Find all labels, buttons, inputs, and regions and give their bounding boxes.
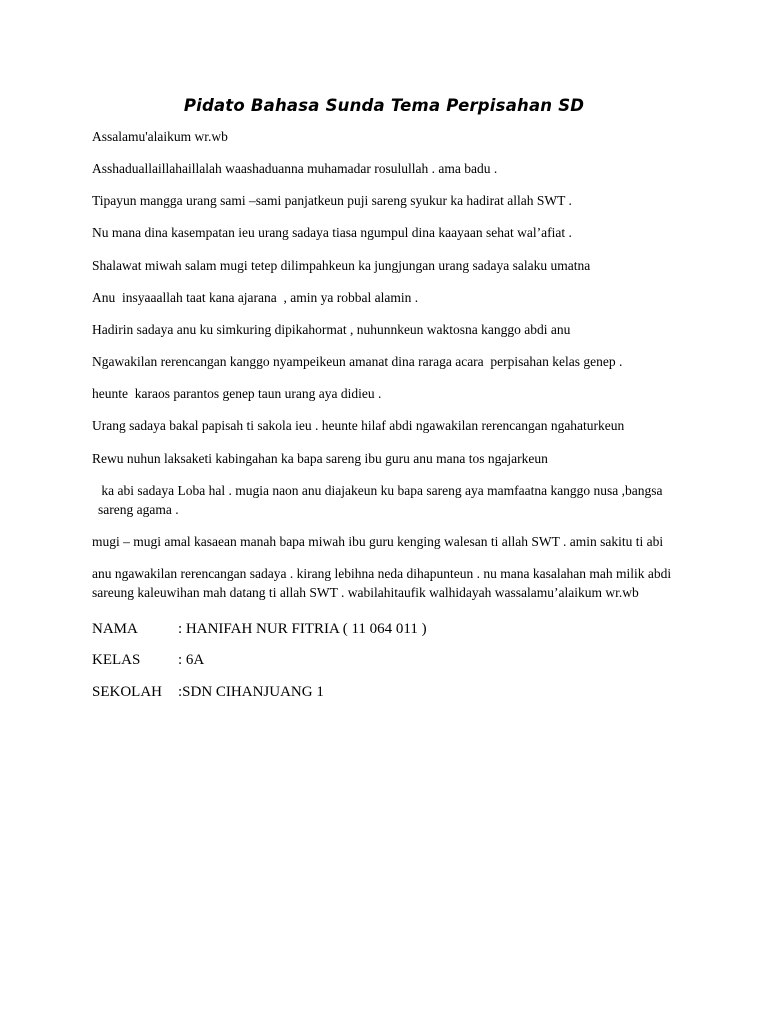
paragraph-shalawat: Shalawat miwah salam mugi tetep dilimpahkeun ka jungjungan urang sadaya salaku umatna	[92, 257, 591, 273]
paragraph-farewell: Urang sadaya bakal papisah ti sakola ieu . heunte hilaf abdi ngawakilan rerencangan ngahaturkeun	[92, 418, 625, 434]
signature-label-name: NAMA	[92, 620, 138, 637]
paragraph-closing: anu ngawakilan rerencangan sadaya . kirang lebihna neda dihapunteun . nu mana kasalahan mah milik abdi sareung kaleuwihan mah datang ti allah SWT . wabilahitaufik walhidayah wassalamu’alaikum wr.wb	[92, 566, 675, 601]
paragraph-amin: Anu insyaaallah taat kana ajarana , amin ya robbal alamin .	[92, 289, 419, 305]
paragraph-audience: Hadirin sadaya anu ku simkuring dipikahormat , nuhunnkeun waktosna kanggo abdi anu	[92, 321, 571, 337]
signature-value-name: : HANIFAH NUR FITRIA ( 11 064 011 )	[178, 620, 427, 637]
signature-row-name	[92, 619, 676, 641]
signature-block	[92, 619, 676, 704]
signature-value-school: :SDN CIHANJUANG 1	[178, 684, 324, 700]
paragraph-shahada: Asshaduallaillahaillalah waashaduanna muhamadar rosulullah . ama badu .	[92, 161, 498, 177]
paragraph-benefit: ka abi sadaya Loba hal . mugia naon anu diajakeun ku bapa sareng aya mamfaatna kanggo nusa ,bangsa sareng agama .	[98, 482, 666, 517]
paragraph-thanks: Rewu nuhun laksaketi kabingahan ka bapa sareng ibu guru anu mana tos ngajarkeun	[92, 450, 548, 466]
paragraph-salutation: Assalamu'alaikum wr.wb	[92, 129, 228, 144]
paragraph-praise: Tipayun mangga urang sami –sami panjatkeun puji sareng syukur ka hadirat allah SWT .	[92, 193, 572, 209]
signature-row-school	[92, 682, 676, 704]
signature-value-class: : 6A	[178, 652, 205, 669]
paragraph-blessing: mugi – mugi amal kasaean manah bapa miwah ibu guru kenging walesan ti allah SWT . amin sakitu ti abi	[92, 534, 664, 550]
page-title: Pidato Bahasa Sunda Tema Perpisahan SD	[183, 96, 585, 115]
signature-label-school: SEKOLAH	[92, 684, 162, 700]
paragraph-gathering: Nu mana dina kasempatan ieu urang sadaya tiasa ngumpul dina kaayaan sehat wal’afiat .	[92, 225, 572, 241]
paragraph-six-years: heunte karaos parantos genep taun urang aya didieu .	[92, 386, 382, 402]
signature-row-class	[92, 650, 676, 672]
paragraph-representing: Ngawakilan rerencangan kanggo nyampeikeun amanat dina raraga acara perpisahan kelas genep .	[92, 354, 623, 370]
signature-label-class: KELAS	[92, 652, 141, 669]
